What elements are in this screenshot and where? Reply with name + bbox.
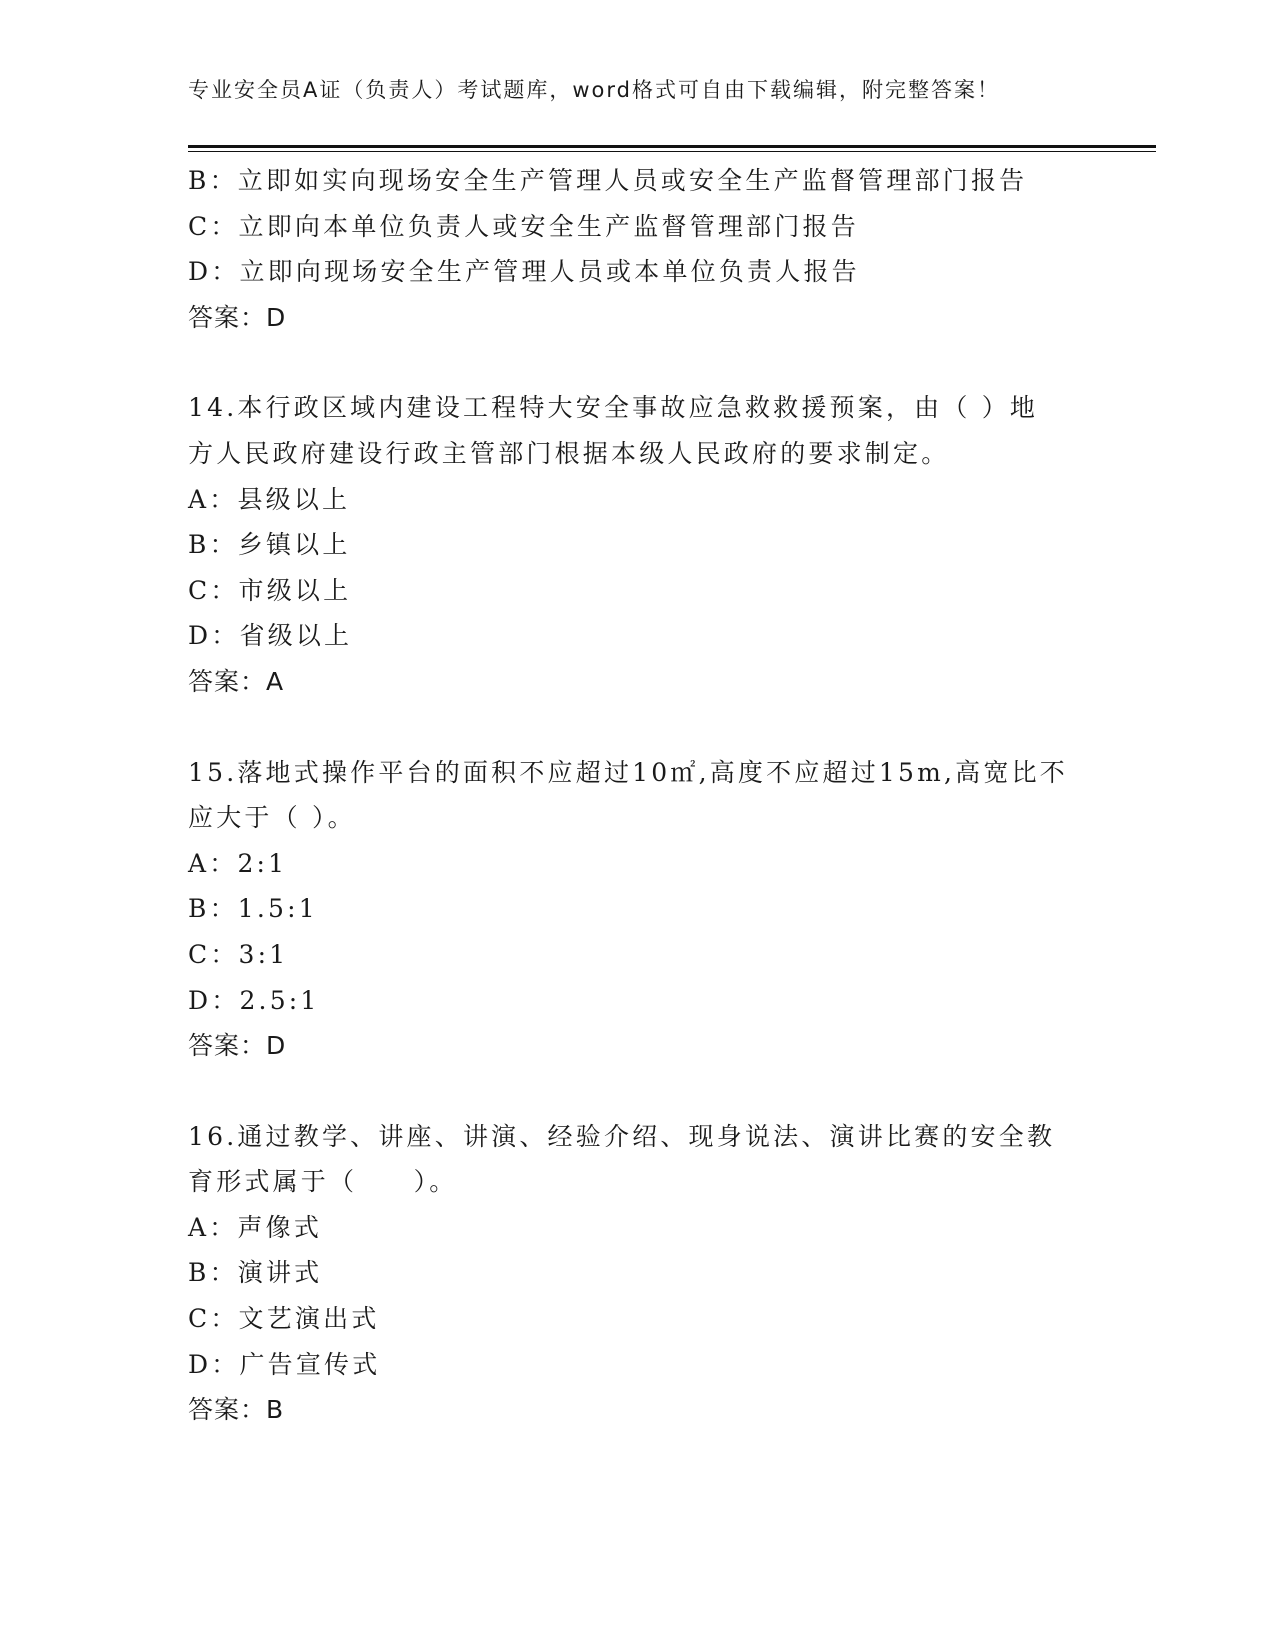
page-header: 专业安全员A证（负责人）考试题库，word格式可自由下载编辑，附完整答案！ <box>188 78 1000 102</box>
question-stem: 应大于（ ）。 <box>188 803 356 833</box>
spacer <box>188 340 1128 385</box>
answer: 答案：D <box>188 1031 287 1061</box>
header-rule-thin <box>188 151 1156 152</box>
option-c: C：文艺演出式 <box>188 1304 380 1334</box>
option-d: D：省级以上 <box>188 621 353 651</box>
question-stem: 育形式属于（ ）。 <box>188 1167 458 1197</box>
question-stem: 方人民政府建设行政主管部门根据本级人民政府的要求制定。 <box>188 438 950 468</box>
question-stem: 16.通过教学、讲座、讲演、经验介绍、现身说法、演讲比赛的安全教 <box>188 1121 1056 1151</box>
header-rule-thick <box>188 145 1156 148</box>
option-b: B：乡镇以上 <box>188 530 351 560</box>
option-a: A：县级以上 <box>188 484 351 514</box>
answer: 答案：A <box>188 666 285 696</box>
option-a: A：声像式 <box>188 1212 323 1242</box>
question-15 <box>188 750 1128 1069</box>
spacer <box>188 705 1128 750</box>
answer: 答案：D <box>188 302 287 332</box>
spacer <box>188 1069 1128 1114</box>
document-body <box>188 158 1128 1433</box>
question-stem: 15.落地式操作平台的面积不应超过10㎡,高度不应超过15m,高宽比不 <box>188 757 1068 787</box>
question-16 <box>188 1114 1128 1433</box>
option-b: B：1.5:1 <box>188 894 318 924</box>
option-d: D：立即向现场安全生产管理人员或本单位负责人报告 <box>188 257 860 287</box>
question-14 <box>188 385 1128 704</box>
option-c: C：立即向本单位负责人或安全生产监督管理部门报告 <box>188 211 859 241</box>
answer: 答案：B <box>188 1395 285 1425</box>
option-b: B：立即如实向现场安全生产管理人员或安全生产监督管理部门报告 <box>188 166 1028 195</box>
option-d: D：广告宣传式 <box>188 1349 381 1379</box>
option-a: A：2:1 <box>188 848 288 878</box>
option-c: C：市级以上 <box>188 575 352 605</box>
question-stem: 14.本行政区域内建设工程特大安全事故应急救救援预案，由（ ）地 <box>188 393 1039 423</box>
option-c: C：3:1 <box>188 939 289 969</box>
option-b: B：演讲式 <box>188 1258 323 1288</box>
question-13-continued <box>188 158 1128 340</box>
option-d: D：2.5:1 <box>188 985 320 1015</box>
